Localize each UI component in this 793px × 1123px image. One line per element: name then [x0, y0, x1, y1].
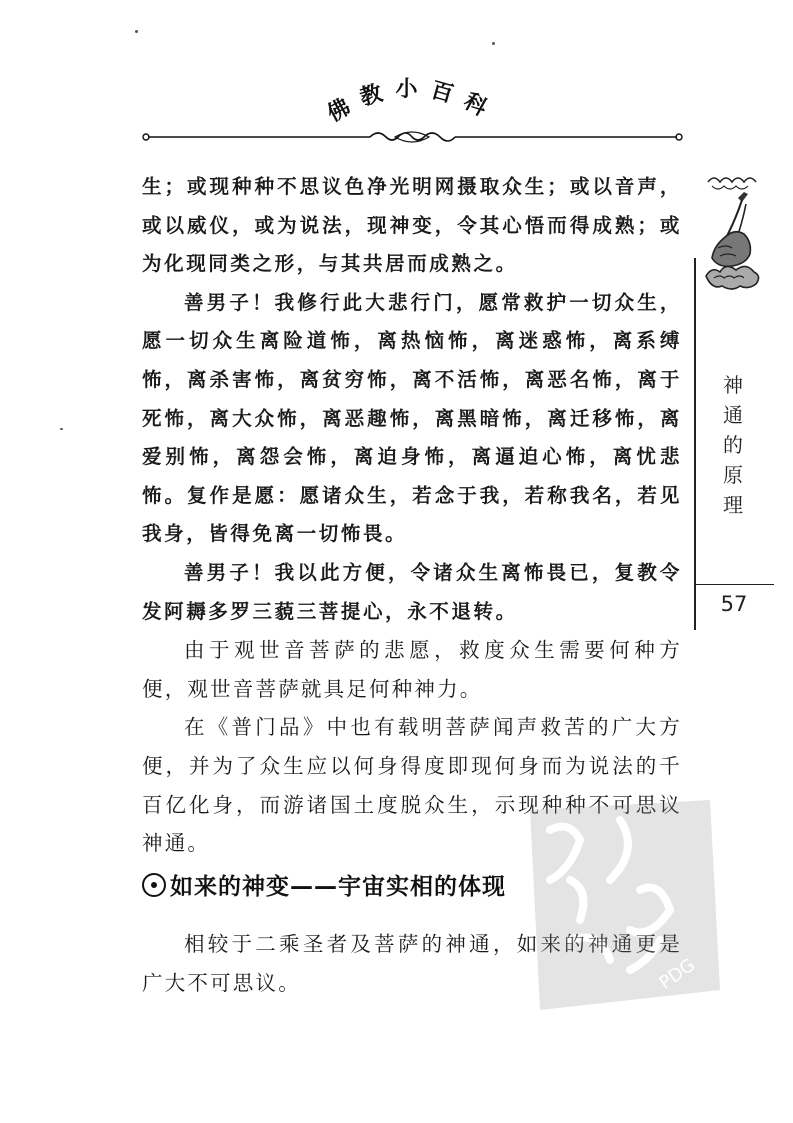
- circled-dot-icon: [142, 873, 166, 897]
- header-ornament-rule: [140, 130, 685, 144]
- sidebar-section-title: [718, 370, 748, 520]
- body-text: [142, 168, 682, 863]
- sidebar-rule: [694, 258, 696, 588]
- page-number-vertical-rule: [694, 584, 696, 630]
- watermark-text: PDG: [655, 954, 700, 994]
- page-number-rule: [694, 584, 774, 585]
- sidebar-title-char: 理: [723, 493, 743, 517]
- header-title-text: 佛教小百科: [323, 75, 502, 128]
- quote-paragraph: 善男子！我以此方便，令诸众生离怖畏已，复教令发阿耨多罗三藐三菩提心，永不退转。: [142, 560, 682, 623]
- sidebar-title-char: 神: [723, 373, 743, 397]
- sidebar-title-char: 通: [723, 403, 743, 427]
- sidebar-title-char: 的: [723, 433, 743, 457]
- body-paragraph: 在《普门品》中也有载明菩萨闻声救苦的广大方便，并为了众生应以何身得度即现何身而为说法的千百亿化身，而游诸国土度脱众生，示现种种不可思议神通。: [142, 715, 682, 856]
- watermark-seal: [510, 790, 730, 1020]
- guanyin-hand-ornament-icon: [702, 168, 762, 298]
- scan-speck: [135, 30, 138, 33]
- scan-speck: [60, 428, 63, 430]
- svg-text:佛教小百科: [323, 76, 502, 127]
- body-paragraph: 由于观世音菩萨的悲愿，救度众生需要何种方便，观世音菩萨就具足何种神力。: [142, 638, 682, 701]
- sidebar-title-char: 原: [723, 463, 743, 487]
- section-heading-text: 如来的神变——宇宙实相的体现: [170, 874, 506, 900]
- scan-speck: [492, 42, 495, 45]
- quote-paragraph: 善男子！我修行此大悲行门，愿常救护一切众生，愿一切众生离险道怖，离热恼怖，离迷惑怖，离系缚怖，离杀害怖，离贫穷怖，离不活怖，离恶名怖，离于死怖，离大众怖，离恶趣怖，离黑暗怖，离迁移怖，离爱别怖，离怨会怖，离迫身怖，离逼迫心怖，离忧悲怖。复作是愿：愿诸众生，若念于我，若称我名，若见我身，皆得免离一切怖畏。: [142, 290, 682, 546]
- quote-paragraph: 生；或现种种不思议色净光明网摄取众生；或以音声，或以威仪，或为说法，现神变，令其心悟而得成熟；或为化现同类之形，与其共居而成熟之。: [142, 175, 682, 276]
- page-number: 57: [720, 592, 748, 616]
- running-header: [140, 70, 685, 140]
- body-paragraph: 相较于二乘圣者及菩萨的神通，如来的神通更是广大不可思议。: [142, 932, 682, 995]
